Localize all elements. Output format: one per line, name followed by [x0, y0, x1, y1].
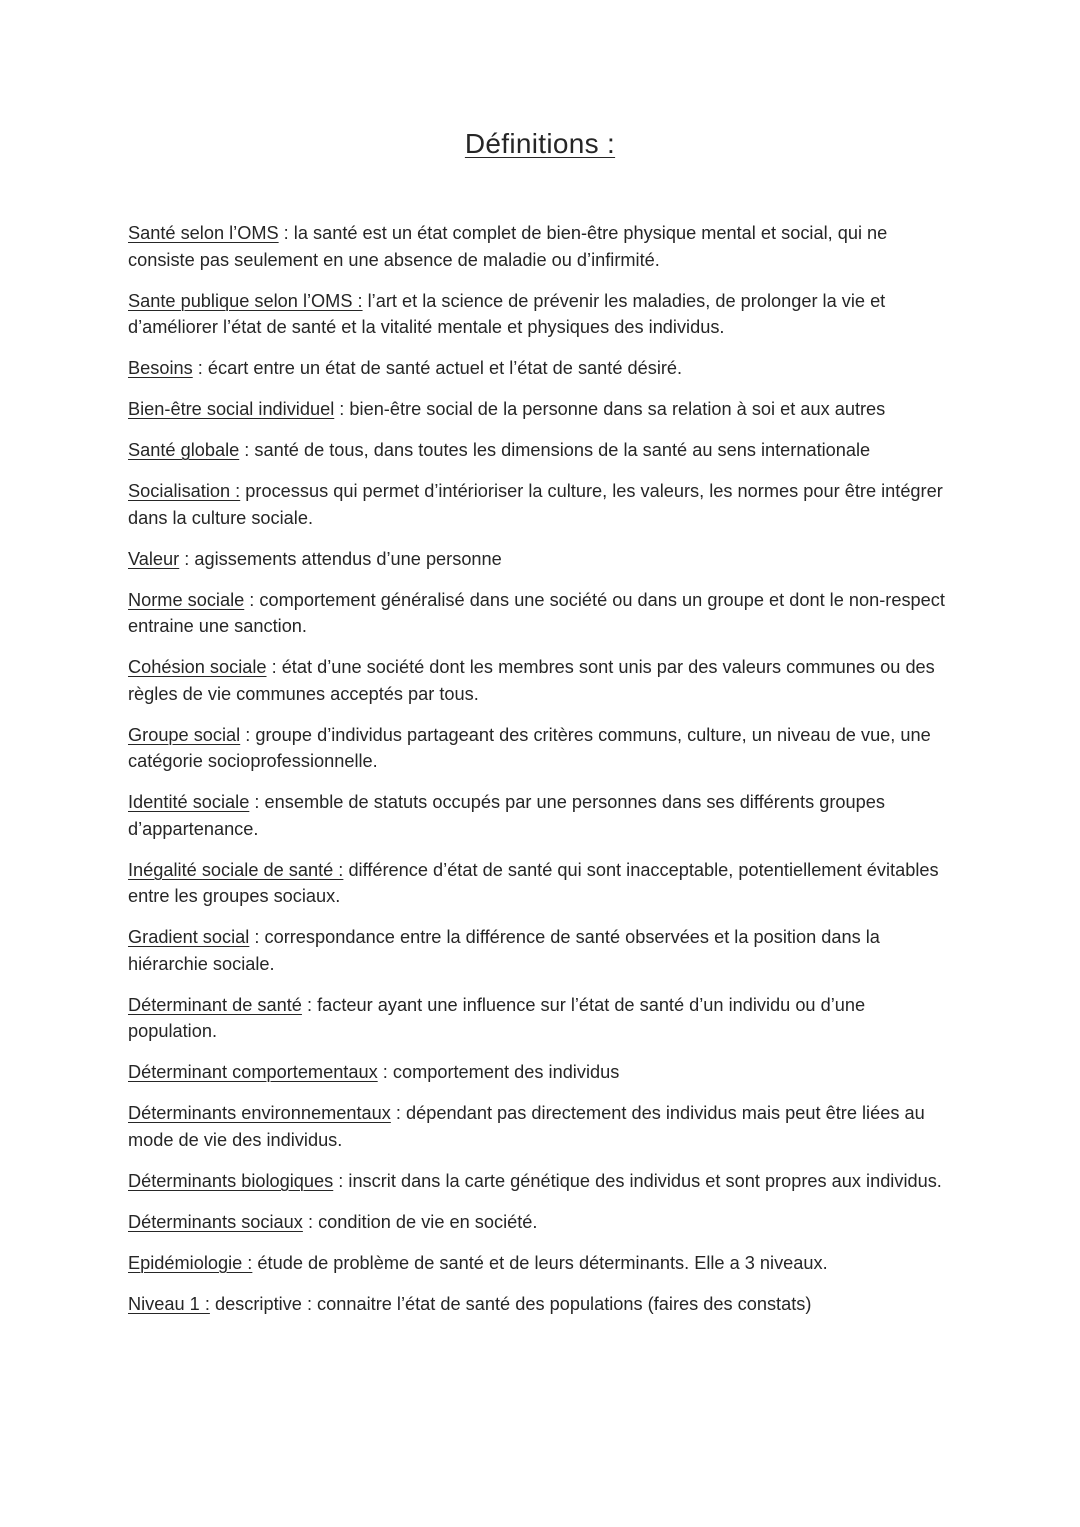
- definition-term: Cohésion sociale: [128, 657, 267, 677]
- definition-term: Besoins: [128, 358, 193, 378]
- definition-separator: :: [239, 440, 255, 460]
- definition-term: Valeur: [128, 548, 180, 569]
- definition-item: [128, 396, 958, 423]
- definition-item: [128, 437, 958, 464]
- definition-term: Santé globale: [128, 440, 240, 460]
- definition-term: Socialisation :: [128, 481, 241, 501]
- definition-item: [128, 654, 958, 707]
- definition-text: la santé est un état complet de bien-être physique mental et social, qui ne consiste pas seulement en une absence de maladie ou d’infirmité.: [128, 223, 888, 270]
- definition-item: [128, 220, 958, 273]
- definition-separator: :: [249, 792, 265, 812]
- definition-item: [128, 478, 958, 531]
- definition-item: [128, 992, 958, 1045]
- definition-text: ensemble de statuts occupés par une personnes dans ses différents groupes d’appartenance.: [128, 792, 885, 839]
- definition-item: [128, 1209, 958, 1236]
- definition-term: Groupe social: [128, 724, 241, 745]
- definition-text: état d’une société dont les membres sont unis par des valeurs communes ou des règles de vie communes acceptés par tous.: [128, 657, 935, 704]
- page-title: [0, 128, 1080, 160]
- definition-text: correspondance entre la différence de santé observées et la position dans la hiérarchie sociale.: [128, 927, 880, 974]
- definition-item: [128, 1291, 958, 1318]
- definition-separator: :: [334, 399, 350, 419]
- definition-text: processus qui permet d’intérioriser la culture, les valeurs, les normes pour être intégrer dans la culture sociale.: [128, 481, 943, 528]
- definition-item: [128, 1100, 958, 1153]
- definition-text: comportement généralisé dans une société ou dans un groupe et dont le non-respect entraine une sanction.: [128, 589, 945, 636]
- definition-term: Déterminants sociaux: [128, 1211, 303, 1232]
- definition-text: étude de problème de santé et de leurs déterminants. Elle a 3 niveaux.: [257, 1252, 828, 1273]
- definition-item: [128, 288, 958, 341]
- definition-text: comportement des individus: [392, 1062, 620, 1082]
- definition-text: inscrit dans la carte génétique des individus et sont propres aux individus.: [348, 1170, 942, 1191]
- definitions-list: [128, 220, 958, 1332]
- definition-separator: :: [244, 589, 260, 610]
- definition-separator: :: [249, 927, 265, 947]
- definition-separator: :: [301, 994, 318, 1015]
- definition-item: [128, 587, 958, 640]
- definition-term: Niveau 1 :: [128, 1293, 210, 1314]
- definition-item: [128, 1168, 958, 1195]
- definition-term: Epidémiologie :: [128, 1252, 253, 1273]
- definition-text: dépendant pas directement des individus mais peut être liées au mode de vie des individus.: [128, 1103, 925, 1150]
- definition-term: Inégalité sociale de santé :: [128, 859, 344, 880]
- definition-separator: :: [179, 548, 195, 569]
- definition-text: l’art et la science de prévenir les maladies, de prolonger la vie et d’améliorer l’état de santé et la vitalité mentale et physiques des individus.: [128, 290, 886, 337]
- definition-item: [128, 1059, 958, 1086]
- definition-item: [128, 789, 958, 842]
- definition-item: [128, 1250, 958, 1277]
- definition-term: Gradient social: [128, 927, 250, 947]
- definition-text: agissements attendus d’une personne: [194, 548, 502, 569]
- definition-text: santé de tous, dans toutes les dimensions de la santé au sens internationale: [254, 440, 871, 460]
- definition-text: différence d’état de santé qui sont inacceptable, potentiellement évitables entre les groupes sociaux.: [128, 859, 939, 906]
- definition-text: écart entre un état de santé actuel et l’état de santé désiré.: [207, 358, 683, 378]
- definition-text: facteur ayant une influence sur l’état de santé d’un individu ou d’une population.: [128, 994, 866, 1041]
- definition-term: Identité sociale: [128, 792, 250, 812]
- definition-item: [128, 355, 958, 382]
- definition-term: Déterminant comportementaux: [128, 1062, 378, 1082]
- definition-text: bien-être social de la personne dans sa relation à soi et aux autres: [349, 399, 886, 419]
- definition-term: Bien-être social individuel: [128, 399, 335, 419]
- definition-separator: :: [278, 223, 294, 243]
- definition-separator: :: [377, 1062, 393, 1082]
- definition-item: [128, 857, 958, 910]
- definition-item: [128, 546, 958, 573]
- definition-separator: :: [390, 1103, 407, 1123]
- definition-term: Déterminants environnementaux: [128, 1103, 391, 1123]
- definition-text: descriptive : connaitre l’état de santé des populations (faires des constats): [214, 1293, 812, 1314]
- definition-separator: :: [192, 358, 208, 378]
- definition-separator: :: [240, 724, 256, 745]
- definition-text: condition de vie en société.: [318, 1211, 538, 1232]
- definition-text: groupe d’individus partageant des critères communs, culture, un niveau de vue, une catégorie socioprofessionnelle.: [128, 724, 931, 771]
- definition-term: Norme sociale: [128, 589, 245, 610]
- definition-separator: :: [302, 1211, 319, 1232]
- definition-term: Déterminant de santé: [128, 994, 302, 1015]
- page-title-text: Définitions :: [464, 128, 616, 159]
- definition-item: [128, 924, 958, 977]
- definition-term: Sante publique selon l’OMS :: [128, 290, 363, 311]
- definition-separator: :: [266, 657, 282, 677]
- definition-item: [128, 722, 958, 775]
- definition-term: Déterminants biologiques: [128, 1170, 334, 1191]
- definition-term: Santé selon l’OMS: [128, 223, 279, 243]
- definition-separator: :: [333, 1170, 349, 1191]
